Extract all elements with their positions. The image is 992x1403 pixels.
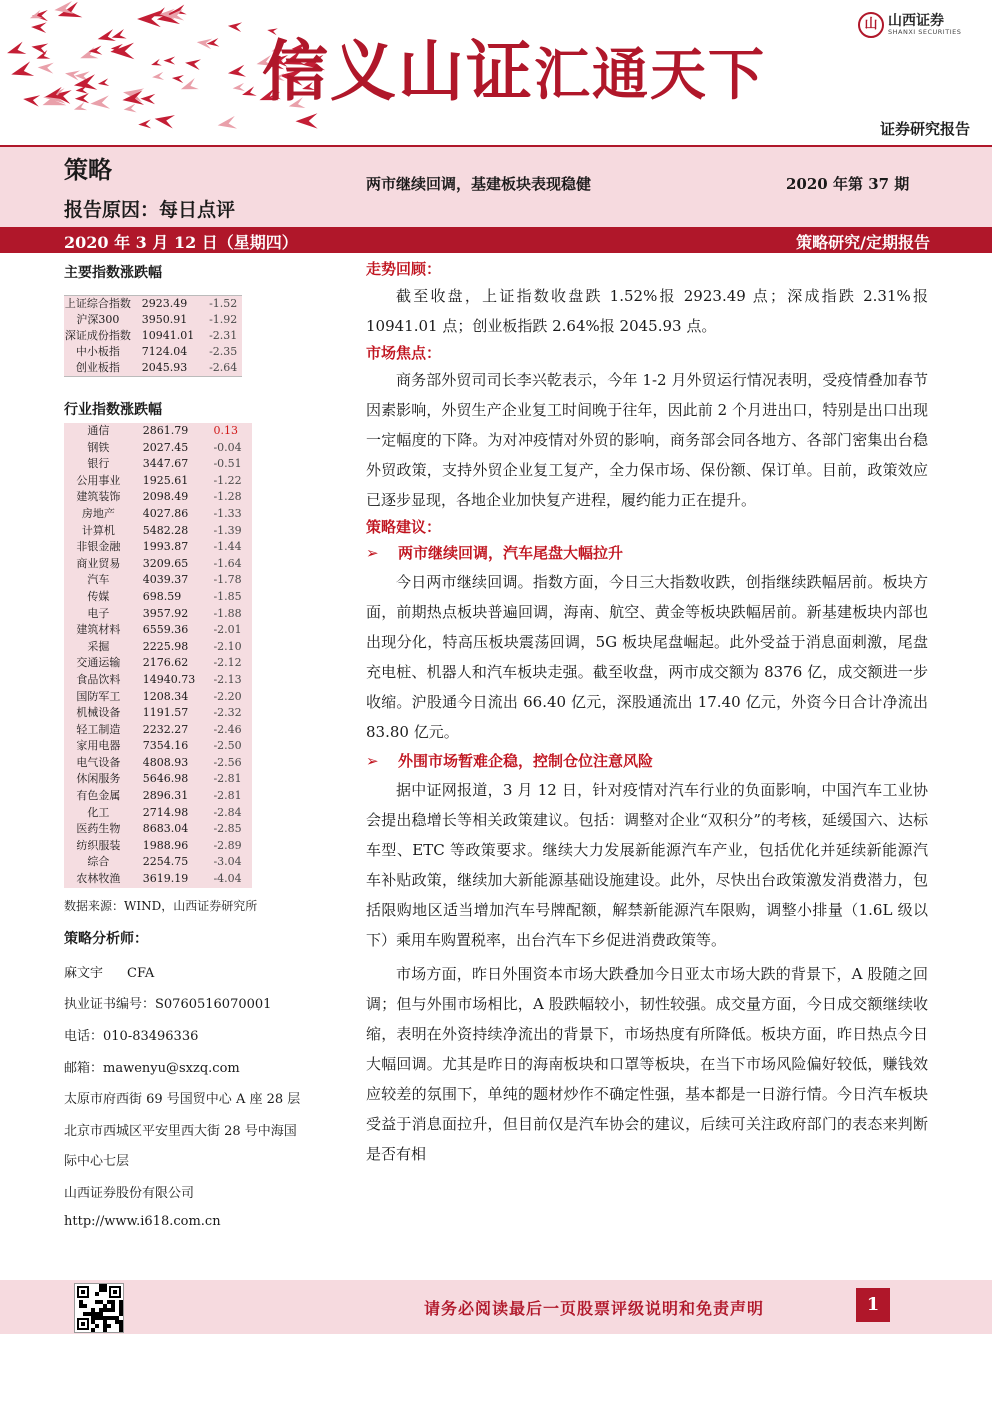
row-change: -2.10 [213, 639, 242, 653]
row-change: -1.92 [209, 313, 238, 326]
company-logo [858, 10, 970, 40]
table-row [64, 871, 252, 888]
row-close: 2225.98 [142, 639, 189, 653]
email-link[interactable]: 邮箱：mawenyu@sxzq.com [64, 1061, 240, 1076]
arrowhead-icon: ➢ [366, 544, 379, 562]
row-close: 3619.19 [142, 872, 189, 886]
row-change: -1.44 [213, 540, 242, 554]
row-name: 家用电器 [76, 739, 121, 753]
table-row [64, 788, 252, 805]
row-name: 建筑装饰 [76, 490, 121, 504]
row-change: -1.52 [209, 297, 238, 310]
table-row [64, 639, 252, 656]
table-row [64, 606, 252, 623]
row-close: 10941.01 [141, 329, 195, 342]
index-table-title: 主要指数涨跌幅 [64, 265, 162, 281]
arrowhead-icon: ➢ [366, 752, 379, 770]
main-content [366, 257, 928, 1169]
row-name: 交通运输 [76, 656, 121, 670]
table-row [64, 655, 252, 672]
row-close: 698.59 [142, 589, 182, 603]
row-name: 建筑材料 [76, 623, 121, 637]
table-row [64, 689, 252, 706]
row-change: -1.28 [213, 490, 242, 504]
table-row [64, 506, 252, 523]
row-name: 非银金融 [76, 540, 121, 554]
row-close: 1208.34 [142, 689, 189, 703]
table-row [64, 456, 252, 473]
row-name: 食品饮料 [76, 672, 121, 686]
row-change: -1.33 [213, 506, 242, 520]
logo-mark-icon: 山 [858, 12, 884, 38]
row-close: 1925.61 [142, 473, 189, 487]
slogan-main: 信义山证 [262, 33, 534, 110]
website-link[interactable]: http://www.i618.com.cn [64, 1214, 221, 1229]
row-close: 1191.57 [142, 706, 189, 720]
row-name: 轻工制造 [76, 722, 121, 736]
report-reason: 报告原因：每日点评 [64, 199, 236, 221]
row-close: 3950.91 [141, 313, 188, 326]
row-close: 2896.31 [142, 789, 189, 803]
row-change: -1.64 [213, 556, 242, 570]
row-name: 医药生物 [76, 822, 121, 836]
disclaimer-note: 请务必阅读最后一页股票评级说明和免责声明 [424, 1299, 765, 1318]
table-row [64, 622, 252, 639]
table-row [64, 805, 252, 822]
row-name: 传媒 [87, 589, 110, 603]
row-change: -2.50 [213, 739, 242, 753]
row-name: 通信 [87, 424, 110, 437]
row-change: -2.89 [213, 838, 242, 852]
row-change: -2.81 [213, 789, 242, 803]
license-number: 执业证书编号：S0760516070001 [64, 997, 272, 1012]
row-close: 3957.92 [142, 606, 189, 620]
row-name: 公用事业 [76, 473, 121, 487]
row-name: 有色金属 [76, 789, 121, 803]
row-change: -2.32 [213, 706, 242, 720]
row-name: 商业贸易 [76, 556, 121, 570]
slogan [262, 18, 766, 113]
row-close: 2027.45 [142, 440, 189, 454]
report-type: 证券研究报告 [879, 120, 970, 138]
company-name: 山西证券股份有限公司 [64, 1186, 195, 1201]
row-name: 机械设备 [76, 706, 121, 720]
row-close: 2045.93 [141, 361, 188, 374]
analyst-name: 麻文宇 [64, 966, 104, 981]
row-close: 2861.79 [142, 424, 189, 437]
section-review-text: 截至收盘，上证指数收盘跌 1.52%报 2923.49 点；深成指跌 2.31%报 10941.01 点；创业板指跌 2.64%报 2045.93 点。 [366, 287, 928, 335]
row-close: 2254.75 [142, 855, 189, 869]
row-close: 3209.65 [142, 556, 189, 570]
table-row [64, 489, 252, 506]
table-row [64, 572, 252, 589]
row-name: 沪深300 [76, 313, 120, 326]
row-name: 上证综合指数 [64, 297, 131, 310]
page-number: 1 [856, 1288, 890, 1322]
row-name: 纺织服装 [76, 838, 121, 852]
row-change: -2.13 [213, 672, 242, 686]
address-taiyuan: 太原市府西街 69 号国贸中心 A 座 28 层 [64, 1092, 301, 1107]
table-row [64, 722, 252, 739]
row-close: 5482.28 [142, 523, 189, 537]
subsection-2-text-1: 据中证网报道，3 月 12 日，针对疫情对汽车行业的负面影响，中国汽车工业协会提出稳增长等相关政策建议。包括：调整对企业“双积分”的考核，延缓国六、达标车型、ETC 等政策要求。继续大力发展新能源汽车产业，包括优化并延续新能源汽车补贴政策，继续加大新能源基础设施建设。此外，尽快出台政策激发消费潜力，包括限购地区适当增加汽车号牌配额，解禁新能源汽车限购，调整小排量（1.6L 级以下）乘用车购置税率，出台汽车下乡促进消费政策等。 [366, 781, 928, 949]
row-change: -1.85 [213, 589, 242, 603]
row-change: -2.35 [209, 345, 238, 358]
analyst-name-line [64, 962, 154, 981]
issue-number: 2020 年第 37 期 [786, 175, 910, 193]
row-name: 汽车 [87, 573, 110, 587]
row-change: -2.64 [209, 361, 238, 374]
table-row [64, 344, 242, 360]
analyst-cert: CFA [127, 966, 155, 981]
row-name: 农林牧渔 [76, 872, 121, 886]
industry-table [64, 423, 252, 888]
row-close: 4027.86 [142, 506, 189, 520]
subsection-1-text: 今日两市继续回调。指数方面，今日三大指数收跌，创指继续跌幅居前。板块方面，前期热点板块普遍回调，海南、航空、黄金等板块跌幅居前。新基建板块内部也出现分化，特高压板块震荡回调，5G 板块尾盘崛起。此外受益于消息面刺激，尾盘充电桩、机器人和汽车板块走强。截至收盘，两市成交额为 8376 亿，成交额进一步收缩。沪股通今日流出 66.40 亿元，深股通流出 17.40 亿元，外资今日合计净流出 83.80 亿元。 [366, 573, 928, 741]
row-change: -2.81 [213, 772, 242, 786]
section-review-title: 走势回顾： [366, 260, 442, 278]
row-name: 房地产 [81, 506, 115, 520]
row-change: -2.31 [209, 329, 238, 342]
section-focus-text: 商务部外贸司司长李兴乾表示，今年 1-2 月外贸运行情况表明，受疫情叠加春节因素影响，外贸生产企业复工时间晚于往年，因此前 2 个月进出口，特别是出口出现一定幅度的下降。为对冲疫情对外贸的影响，商务部会同各地方、各部门密集出台稳外贸政策，支持外贸企业复工复产，全力保市场、保份额、保订单。目前，政策效应已逐步显现，各地企业加快复产进程，履约能力正在提升。 [366, 371, 928, 509]
row-close: 6559.36 [142, 623, 189, 637]
table-row [64, 589, 252, 606]
row-name: 休闲服务 [76, 772, 121, 786]
row-close: 1988.96 [142, 838, 189, 852]
row-change: -0.04 [213, 440, 242, 454]
row-change: -1.39 [213, 523, 242, 537]
logo-english-name: SHANXI SECURITIES [888, 28, 962, 36]
report-category: 策略 [64, 156, 112, 184]
subsection-2-title: 外围市场暂难企稳，控制仓位注意风险 [398, 752, 654, 770]
row-change: -2.20 [213, 689, 242, 703]
subsection-1-title: 两市继续回调，汽车尾盘大幅拉升 [398, 544, 624, 562]
report-date: 2020 年 3 月 12 日（星期四） [64, 233, 298, 252]
logo-name: 山西证券 [888, 13, 944, 29]
row-close: 1993.87 [142, 540, 189, 554]
row-close: 14940.73 [142, 672, 196, 686]
row-change: -2.56 [213, 755, 242, 769]
row-change: -1.22 [213, 473, 242, 487]
row-close: 7354.16 [142, 739, 189, 753]
table-row [64, 473, 252, 490]
table-row [64, 838, 252, 855]
row-name: 电气设备 [76, 755, 121, 769]
row-change: -2.85 [213, 822, 242, 836]
header-divider [0, 145, 992, 147]
address-beijing-line2: 际中心七层 [64, 1154, 130, 1169]
row-close: 8683.04 [142, 822, 189, 836]
row-name: 采掘 [87, 639, 110, 653]
row-close: 5646.98 [142, 772, 189, 786]
section-focus-title: 市场焦点： [366, 344, 442, 362]
row-change: -1.88 [213, 606, 242, 620]
subsection-1 [366, 541, 928, 565]
row-change: -2.46 [213, 722, 242, 736]
row-close: 2232.27 [142, 722, 189, 736]
table-row [64, 523, 252, 540]
row-change: -2.84 [213, 805, 242, 819]
table-row [64, 738, 252, 755]
subsection-2-text-2: 市场方面，昨日外围资本市场大跌叠加今日亚太市场大跌的背景下，A 股随之回调；但与外围市场相比，A 股跌幅较小，韧性较强。成交量方面，今日成交额继续收缩，表明在外资持续净流出的背景下，市场热度有所降低。板块方面，昨日热点今日大幅回调。尤其是昨日的海南板块和口罩等板块，在当下市场风险偏好较低，赚钱效应较差的氛围下，单纯的题材炒作不确定性强，基本都是一日游行情。今日汽车板块受益于消息面拉升，但目前仅是汽车协会的建议，后续可关注政府部门的表态来判断是否有相 [366, 965, 928, 1163]
report-series: 策略研究/定期报告 [796, 233, 930, 252]
row-name: 钢铁 [87, 440, 110, 454]
row-close: 4039.37 [142, 573, 189, 587]
phone: 电话：010-83496336 [64, 1029, 199, 1044]
row-change: -3.04 [213, 855, 242, 869]
table-row [64, 539, 252, 556]
row-change: -2.01 [213, 623, 242, 637]
table-row [64, 854, 252, 871]
row-name: 计算机 [81, 523, 115, 537]
table-row [64, 312, 242, 328]
index-table [64, 295, 242, 377]
row-close: 7124.04 [141, 345, 188, 358]
row-name: 创业板指 [75, 361, 120, 374]
row-close: 2176.62 [142, 656, 189, 670]
row-close: 3447.67 [142, 457, 189, 471]
industry-table-title: 行业指数涨跌幅 [64, 402, 162, 418]
table-row [64, 672, 252, 689]
row-name: 化工 [87, 805, 110, 819]
table-row [64, 328, 242, 344]
row-name: 国防军工 [76, 689, 121, 703]
row-name: 深证成份指数 [64, 329, 131, 342]
row-change: 0.13 [213, 424, 238, 437]
qr-code-icon [74, 1283, 124, 1333]
slogan-secondary: 汇通天下 [534, 43, 766, 108]
row-name: 中小板指 [75, 345, 120, 358]
row-change: -2.12 [213, 656, 242, 670]
report-headline: 两市继续回调，基建板块表现稳健 [366, 175, 592, 193]
table-row [64, 821, 252, 838]
row-name: 银行 [87, 457, 110, 471]
address-beijing-line1: 北京市西城区平安里西大街 28 号中海国 [64, 1124, 297, 1139]
table-row [64, 296, 242, 313]
row-change: -4.04 [213, 872, 242, 886]
row-name: 电子 [87, 606, 110, 620]
row-change: -1.78 [213, 573, 242, 587]
analyst-title: 策略分析师： [64, 931, 148, 947]
row-close: 4808.93 [142, 755, 189, 769]
table-row [64, 556, 252, 573]
row-close: 2098.49 [142, 490, 189, 504]
row-name: 综合 [87, 855, 110, 869]
table-row [64, 771, 252, 788]
table-row [64, 705, 252, 722]
row-close: 2714.98 [142, 805, 189, 819]
data-source: 数据来源：WIND，山西证券研究所 [64, 899, 258, 913]
table-row [64, 440, 252, 457]
subsection-2 [366, 749, 928, 773]
table-row [64, 360, 242, 377]
section-advice-title: 策略建议： [366, 518, 442, 536]
row-change: -0.51 [213, 457, 242, 471]
row-close: 2923.49 [141, 297, 188, 310]
table-row [64, 755, 252, 772]
table-row [64, 423, 252, 440]
